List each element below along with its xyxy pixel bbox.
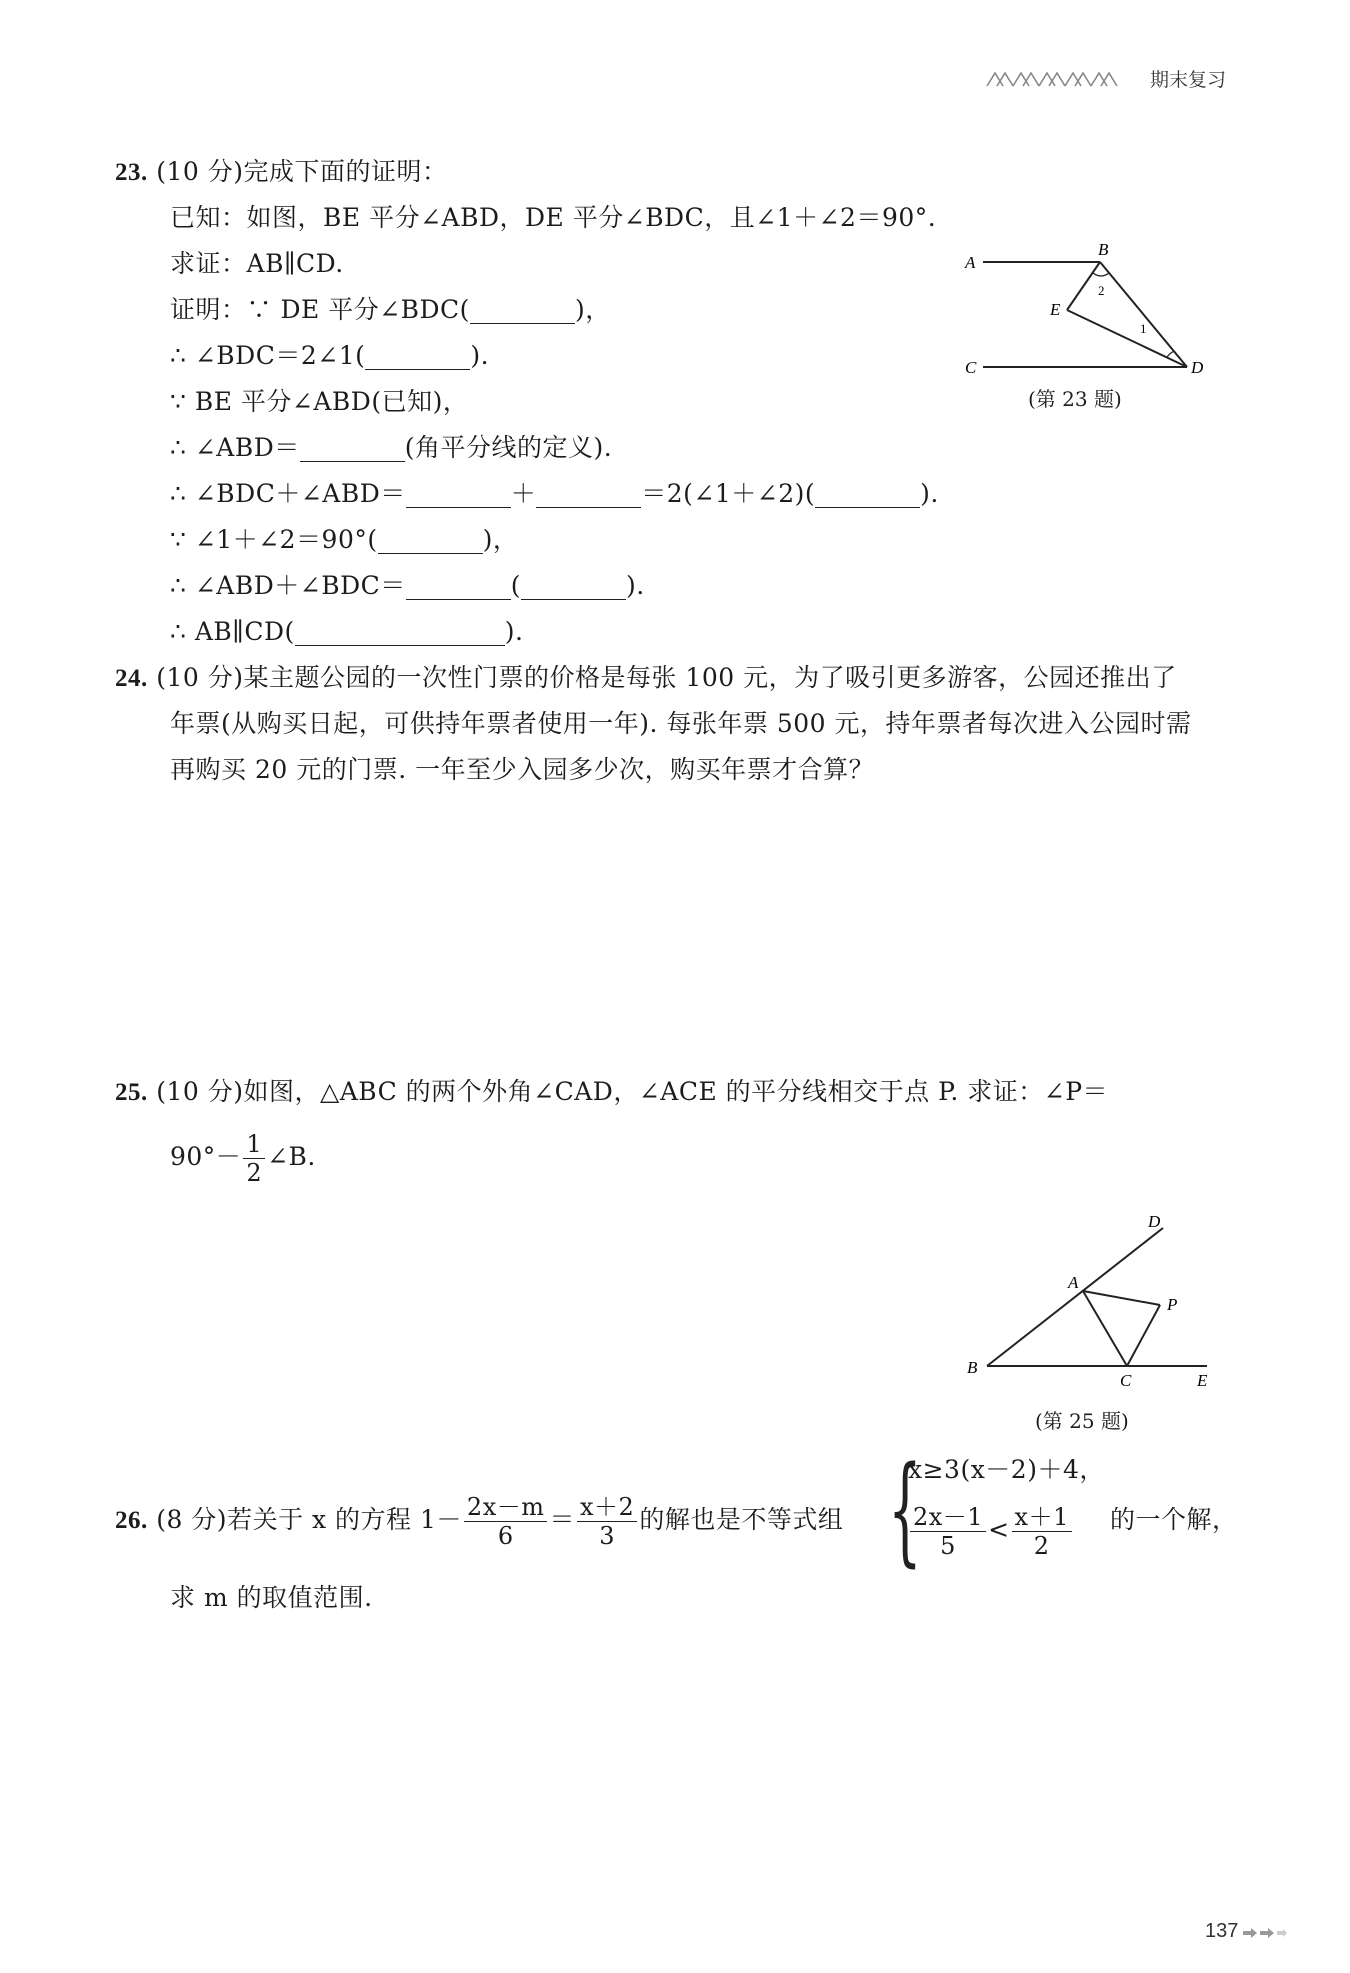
page-number: 137	[1205, 1920, 1239, 1942]
q24-number: 24.	[115, 665, 148, 692]
answer-blank[interactable]	[365, 343, 470, 370]
fraction-2x-minus-1-over-5: $\frac{2x-1}{5}$	[910, 1503, 986, 1560]
segment-CP	[1127, 1305, 1160, 1366]
answer-blank[interactable]	[521, 573, 626, 600]
answer-blank[interactable]	[300, 435, 405, 462]
label-D: D	[1148, 1212, 1161, 1231]
q23-intro: 23. (10 分)完成下面的证明：	[115, 157, 448, 186]
q26-system-row-2: $\frac{2x-1}{5}$ < $\frac{x+1}{2}$	[908, 1498, 1074, 1562]
label-A: A	[1068, 1273, 1079, 1292]
q26-system-row-1: x≥3(x－2)＋4，	[908, 1455, 1105, 1484]
q23-step-3: ∵ BE 平分∠ABD(已知)，	[170, 387, 469, 416]
fraction-x-plus-1-over-2: $\frac{x+1}{2}$	[1012, 1503, 1072, 1560]
angle-2-arc	[1093, 273, 1109, 276]
q26-line-1-end: 的一个解，	[1110, 1505, 1238, 1534]
answer-blank[interactable]	[470, 297, 575, 324]
header-decoration	[985, 68, 1135, 90]
label-E: E	[1197, 1371, 1208, 1390]
label-B: B	[967, 1358, 978, 1377]
figure-q23-caption: (第 23 题)	[1028, 387, 1122, 411]
header-title: 期末复习	[1150, 70, 1227, 91]
answer-blank[interactable]	[295, 619, 505, 646]
q23-prove: 求证：AB∥CD.	[170, 249, 344, 278]
answer-blank[interactable]	[378, 527, 483, 554]
q23-step-7: ∴ ∠ABD＋∠BDC＝ ( ).	[170, 571, 645, 600]
q23-known: 已知：如图，BE 平分∠ABD，DE 平分∠BDC，且∠1＋∠2＝90°.	[170, 203, 937, 232]
q26-line-1: 26. (8 分)若关于 x 的方程 1－ $\frac{2x-m}{6}$ ＝ $\frac{x+2}{3}$ 的解也是不等式组	[115, 1493, 844, 1550]
segment-AP	[1083, 1291, 1160, 1305]
q24-line-2: 年票(从购买日起，可供持年票者使用一年). 每张年票 500 元，持年票者每次进入公园时需	[170, 709, 1192, 738]
q23-step-1: 证明：∵ DE 平分∠BDC( )，	[170, 295, 611, 324]
fraction-one-half: $\frac{1}{2}$	[243, 1130, 265, 1187]
q23-step-8: ∴ AB∥CD( ).	[170, 617, 524, 646]
q23-step-4: ∴ ∠ABD＝ (角平分线的定义).	[170, 433, 613, 462]
q25-line-1: 25. (10 分)如图，△ABC 的两个外角∠CAD，∠ACE 的平分线相交于点 P. 求证：∠P＝	[115, 1077, 1109, 1106]
q26-line-2: 求 m 的取值范围.	[170, 1583, 373, 1612]
label-angle-2: 2	[1098, 283, 1105, 298]
q24-line-1: 24. (10 分)某主题公园的一次性门票的价格是每张 100 元，为了吸引更多游客，公园还推出了	[115, 663, 1177, 692]
q23-number: 23.	[115, 159, 148, 186]
answer-blank[interactable]	[536, 481, 641, 508]
label-angle-1: 1	[1140, 321, 1147, 336]
figure-q25	[955, 1210, 1225, 1390]
label-C: C	[965, 358, 977, 377]
answer-blank[interactable]	[815, 481, 920, 508]
footer-arrows-icon	[1243, 1926, 1303, 1940]
fraction-x-plus-2-over-3: $\frac{x+2}{3}$	[577, 1493, 637, 1550]
q24-line-3: 再购买 20 元的门票. 一年至少入园多少次，购买年票才合算？	[170, 755, 875, 784]
system-brace: {	[888, 1440, 922, 1578]
figure-q25-caption: (第 25 题)	[1035, 1409, 1129, 1433]
q23-step-5: ∴ ∠BDC＋∠ABD＝ ＋ ＝2(∠1＋∠2)( ).	[170, 479, 939, 508]
label-E: E	[1050, 300, 1061, 319]
q23-step-6: ∵ ∠1＋∠2＝90°( )，	[170, 525, 519, 554]
ray-BD	[987, 1228, 1163, 1366]
label-D: D	[1191, 358, 1204, 377]
label-C: C	[1120, 1371, 1132, 1390]
answer-blank[interactable]	[406, 573, 511, 600]
segment-ED	[1067, 310, 1187, 367]
label-A: A	[965, 253, 976, 272]
label-P: P	[1167, 1295, 1178, 1314]
q25-line-2: 90°－ $\frac{1}{2}$ ∠B.	[170, 1130, 316, 1187]
q26-number: 26.	[115, 1507, 148, 1534]
segment-BE	[1067, 262, 1100, 310]
label-B: B	[1098, 240, 1109, 259]
q25-number: 25.	[115, 1079, 148, 1106]
fraction-2x-minus-m-over-6: $\frac{2x-m}{6}$	[464, 1493, 548, 1550]
segment-AC	[1083, 1291, 1127, 1366]
q23-step-2: ∴ ∠BDC＝2∠1( ).	[170, 341, 490, 370]
answer-blank[interactable]	[406, 481, 511, 508]
